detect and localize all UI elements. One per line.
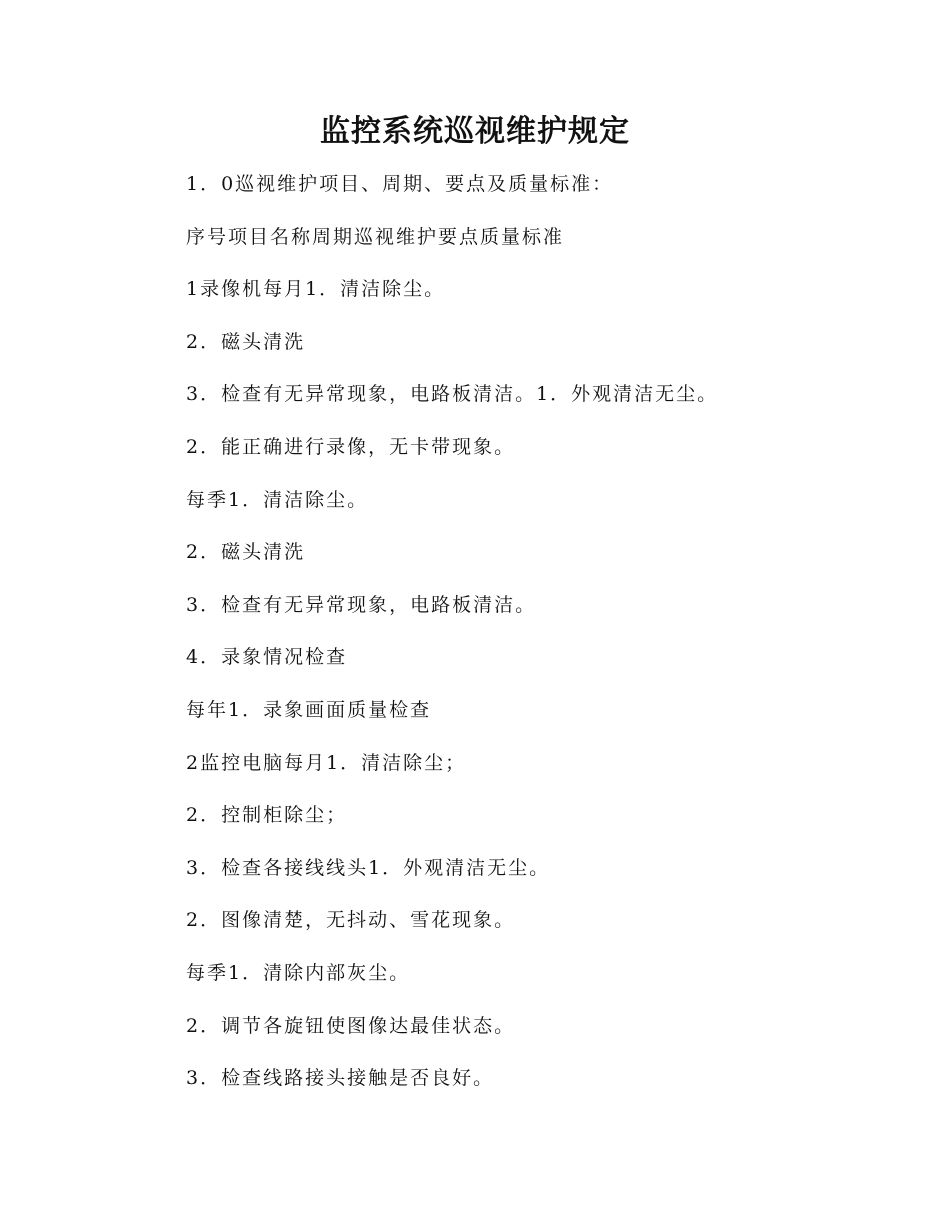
body-line: 序号项目名称周期巡视维护要点质量标准 <box>186 225 565 248</box>
body-line: 3．检查各接线线头1．外观清洁无尘。 <box>186 856 551 879</box>
body-line: 2．调节各旋钮使图像达最佳状态。 <box>186 1014 516 1037</box>
body-line: 3．检查线路接头接触是否良好。 <box>186 1067 495 1090</box>
body-line: 2．磁头清洗 <box>186 541 306 564</box>
body-line: 2．控制柜除尘； <box>186 804 348 827</box>
body-line: 每季1．清洁除尘。 <box>186 488 369 511</box>
body-line: 1．0巡视维护项目、周期、要点及质量标准： <box>186 173 614 195</box>
body-line: 2．图像清楚，无抖动、雪花现象。 <box>186 909 516 932</box>
document-body <box>186 168 886 1115</box>
body-line: 3．检查有无异常现象，电路板清洁。1．外观清洁无尘。 <box>186 383 719 406</box>
body-line: 1录像机每月1．清洁除尘。 <box>186 278 446 301</box>
body-line: 4．录象情况检查 <box>186 646 348 669</box>
body-line: 2．磁头清洗 <box>186 330 306 353</box>
body-line: 2监控电脑每月1．清洁除尘； <box>186 751 467 774</box>
body-line: 2．能正确进行录像，无卡带现象。 <box>186 435 516 458</box>
body-line: 每季1．清除内部灰尘。 <box>186 961 411 984</box>
document-title: 监控系统巡视维护规定 <box>320 114 630 149</box>
body-line: 每年1．录象画面质量检查 <box>186 698 432 721</box>
body-line: 3．检查有无异常现象，电路板清洁。 <box>186 593 537 616</box>
